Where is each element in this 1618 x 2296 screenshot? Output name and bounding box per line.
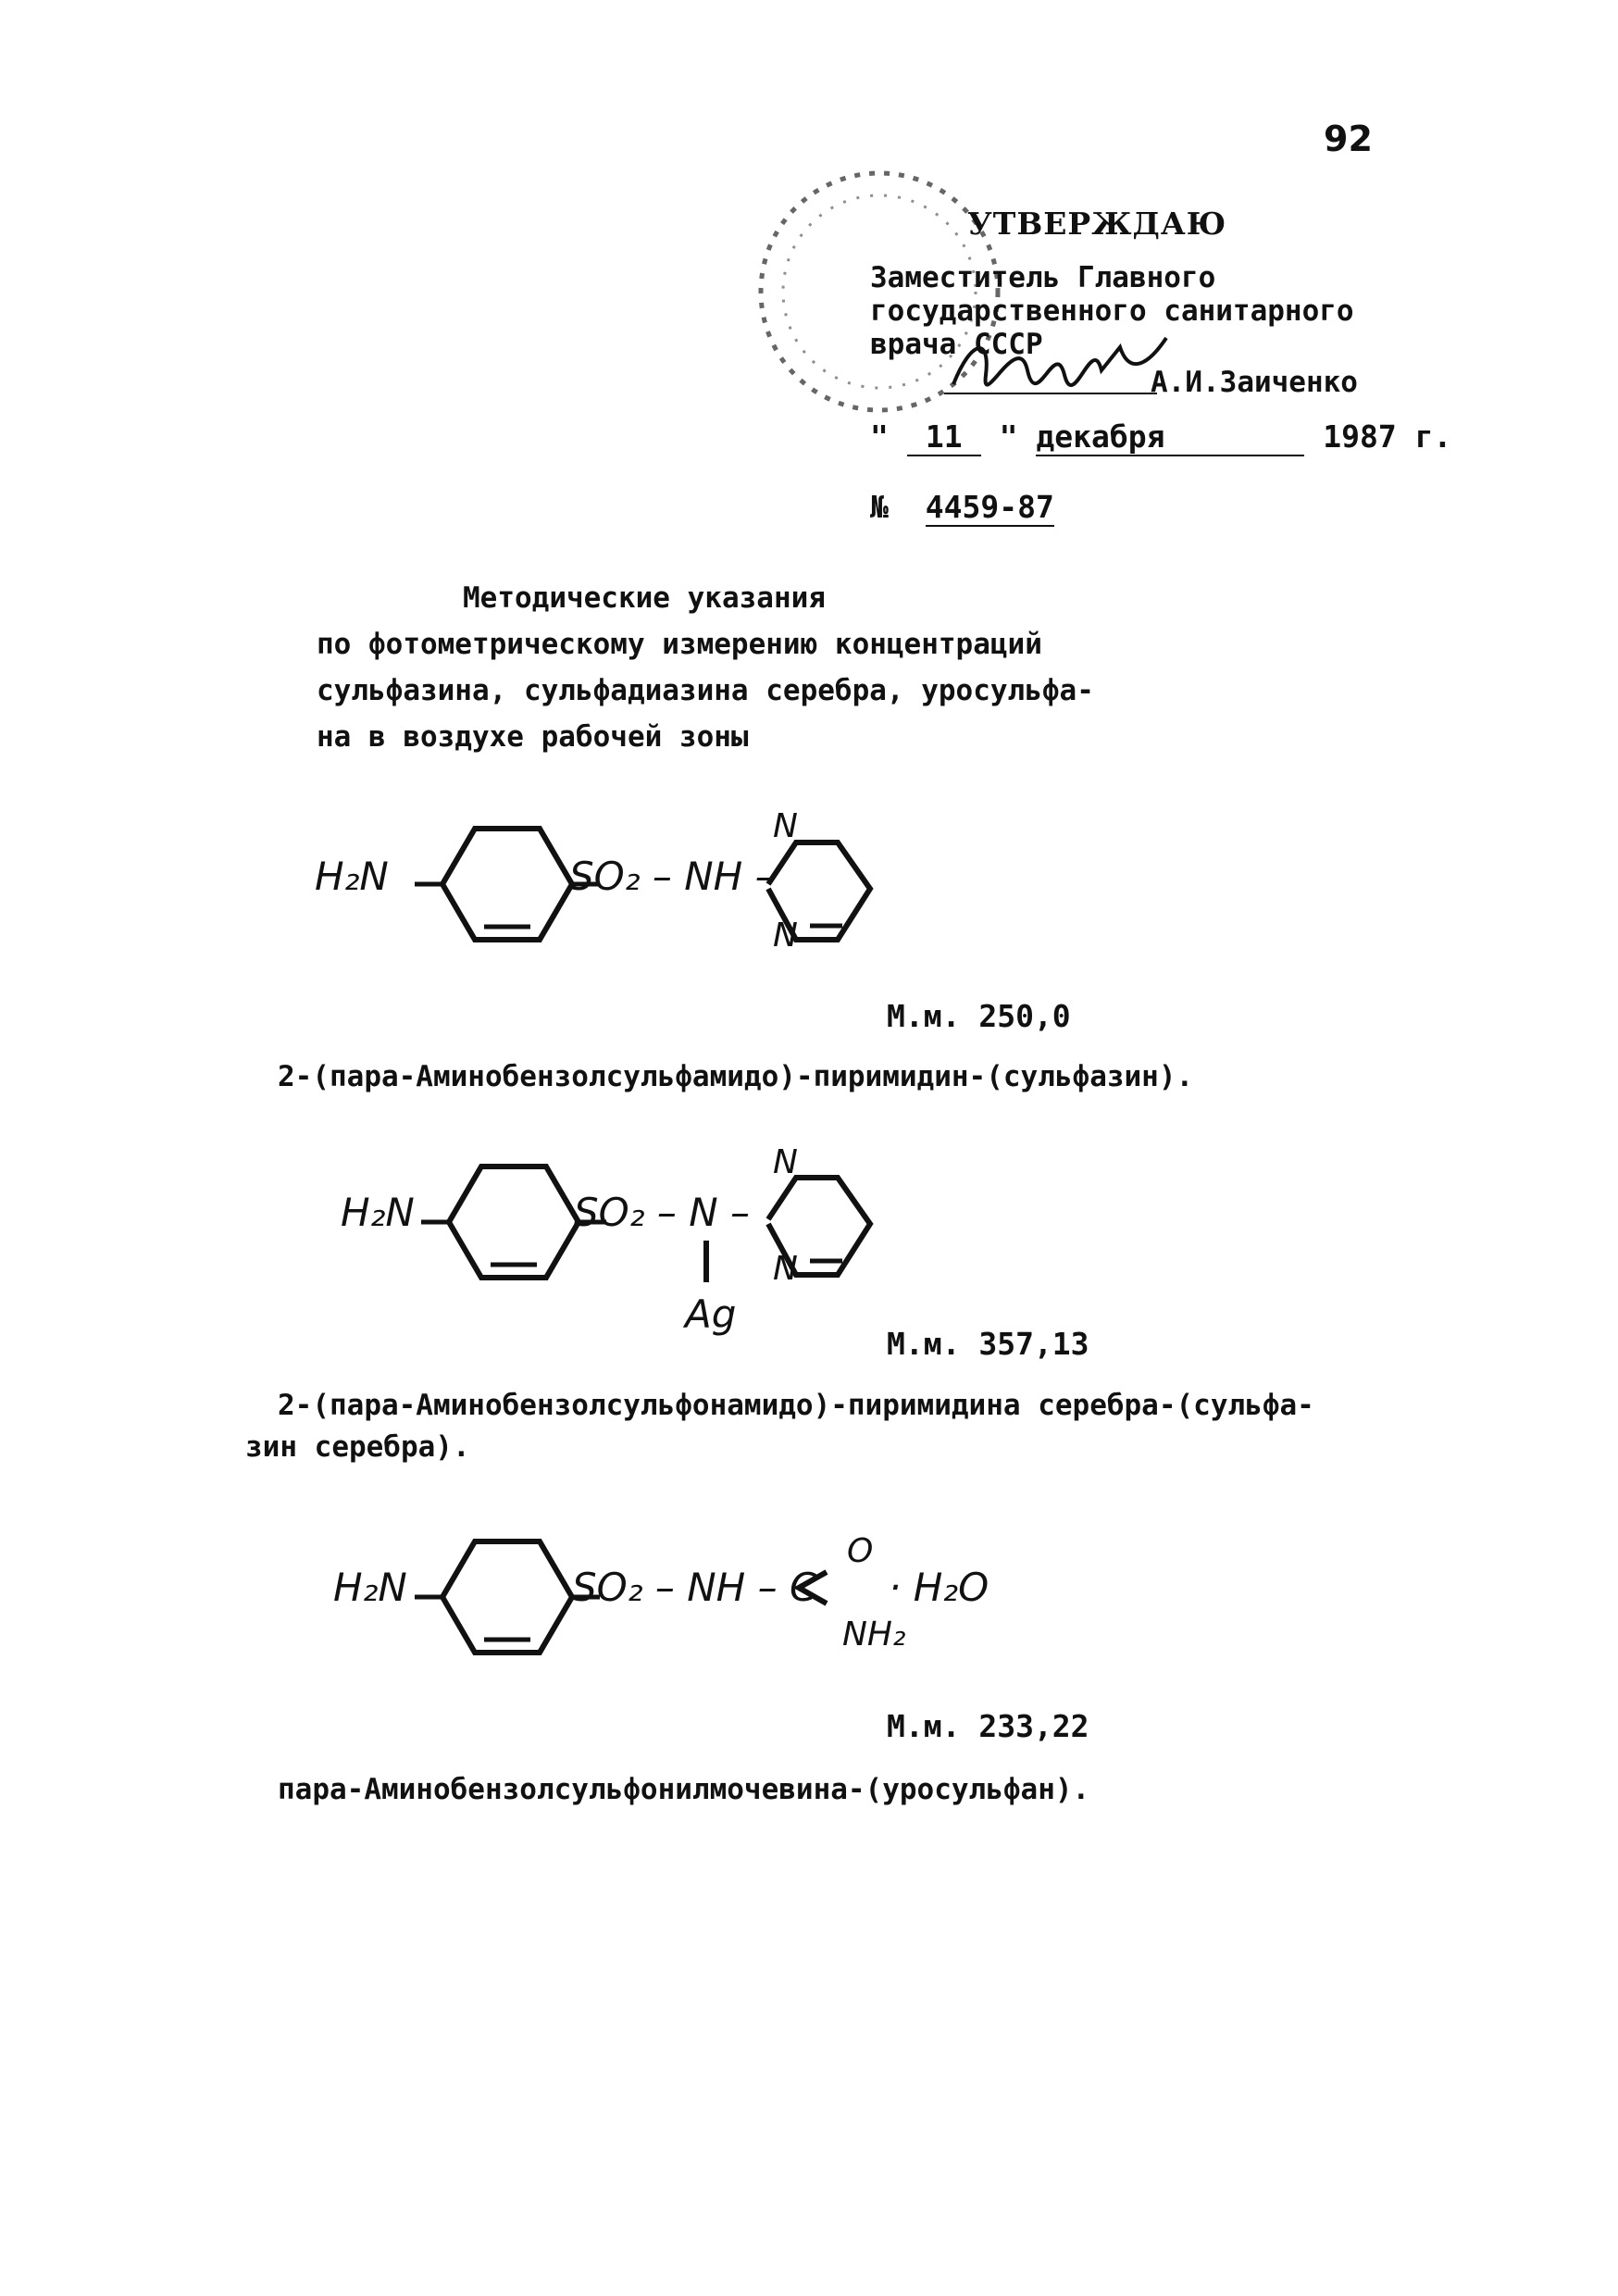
compound-3-oxygen: O — [847, 1532, 874, 1570]
date-quote-close: " — [999, 418, 1018, 455]
compound-3-caption: пара-Аминобензолсульфонилмочевина-(уросульфан). — [278, 1773, 1090, 1806]
compound-2-linker: SO₂ – N – — [574, 1190, 751, 1235]
approval-line-3: врача СССР — [870, 328, 1043, 361]
compound-1-linker: SO₂ – NH – — [569, 854, 775, 899]
compound-2-ring-n-top: N — [773, 1143, 798, 1181]
page-number: 92 — [1324, 119, 1373, 159]
compound-2-pyrimidine-ring — [741, 1150, 898, 1298]
compound-3-amine: H₂N — [333, 1565, 407, 1610]
compound-1-amine: H₂N — [315, 854, 389, 899]
heading-line-3: сульфазина, сульфадиазина серебра, уросульфа- — [317, 674, 1094, 707]
compound-3-mass: М.м. 233,22 — [887, 1708, 1089, 1744]
approval-line-1: Заместитель Главного — [870, 261, 1216, 294]
date-quote: " — [870, 418, 889, 455]
date-year: 1987 г. — [1323, 418, 1452, 455]
heading-line-4: на в воздухе рабочей зоны — [317, 720, 749, 754]
order-prefix: № — [870, 489, 889, 525]
heading-line-1: Методические указания — [463, 581, 826, 615]
signer-name: А.И.Заиченко — [1151, 366, 1358, 399]
compound-1-mass: М.м. 250,0 — [887, 998, 1071, 1034]
compound-1-ring-n-bottom: N — [773, 917, 798, 955]
date-month: декабря — [1036, 418, 1304, 456]
order-number: 4459-87 — [925, 489, 1054, 525]
date-day: 11 — [907, 418, 981, 456]
approval-line-2: государственного санитарного — [870, 294, 1354, 328]
compound-2-caption-line-2: зин серебра). — [245, 1430, 470, 1464]
compound-1-ring-n-top: N — [773, 807, 798, 845]
compound-2-ring-n-bottom: N — [773, 1250, 798, 1288]
compound-3-amide: NH₂ — [842, 1616, 906, 1653]
compound-3-water: · H₂O — [889, 1565, 989, 1610]
compound-2-silver: Ag — [685, 1292, 737, 1337]
compound-2-amine: H₂N — [341, 1190, 415, 1235]
heading-line-2: по фотометрическому измерению концентраций — [317, 628, 1042, 661]
order-number-row — [870, 489, 1054, 525]
approval-date — [870, 418, 1451, 456]
approval-title: УТВЕРЖДАЮ — [967, 206, 1227, 242]
compound-1-pyrimidine-ring — [741, 815, 898, 963]
compound-2-ag-bond — [697, 1241, 716, 1287]
compound-1-caption: 2-(пара-Аминобензолсульфамидо)-пиримидин-(сульфазин). — [278, 1060, 1194, 1093]
compound-2-caption-line-1: 2-(пара-Аминобензолсульфонамидо)-пиримидина серебра-(сульфа- — [278, 1389, 1314, 1422]
compound-2-mass: М.м. 357,13 — [887, 1326, 1089, 1362]
compound-3-branch — [794, 1565, 831, 1611]
compound-3-linker: SO₂ – NH – C — [572, 1565, 817, 1610]
